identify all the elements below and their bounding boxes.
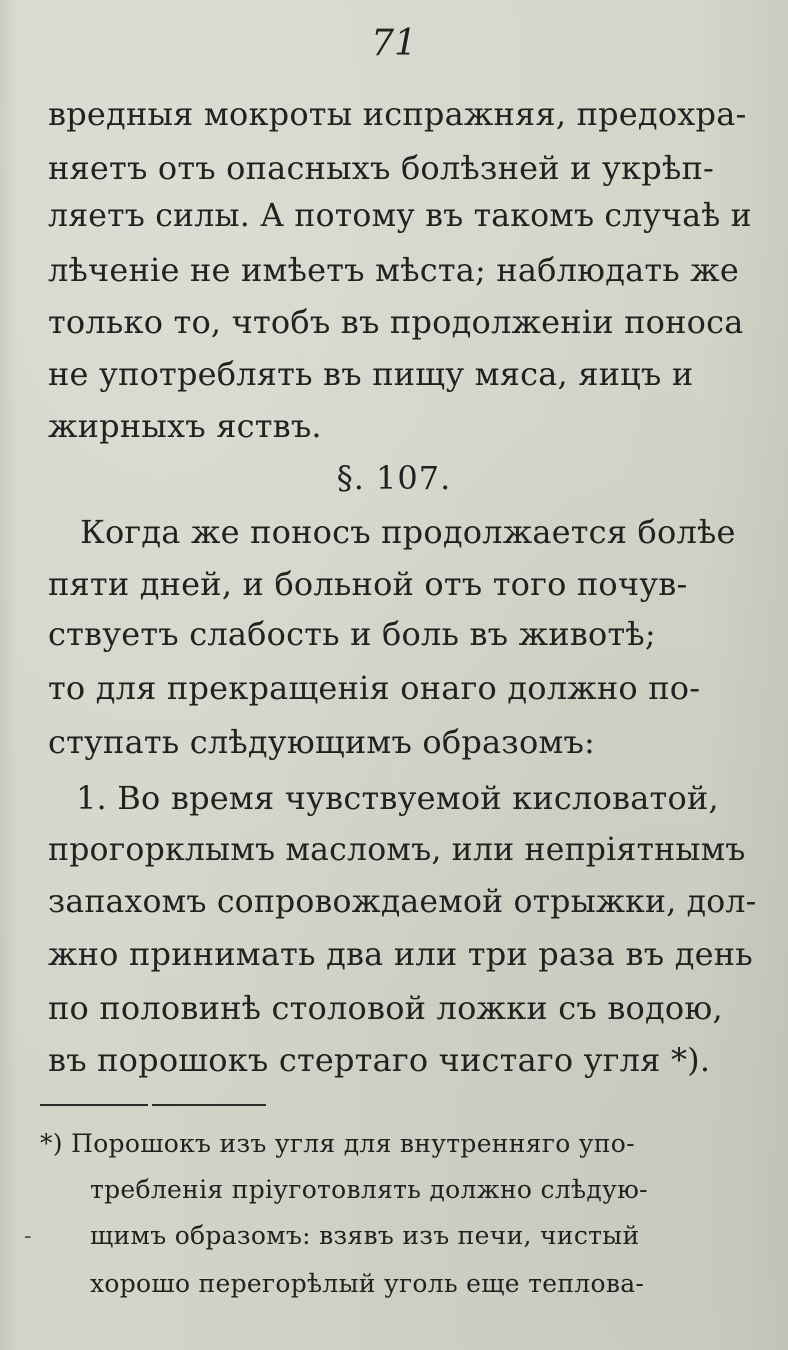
text-line: не употреблять въ пищу мяса, яицъ и: [48, 355, 694, 393]
text-line: ступать слѣдующимъ образомъ:: [48, 723, 596, 761]
text-line: прогорклымъ масломъ, или непріятнымъ: [48, 832, 746, 868]
text-line: по половинѣ столовой ложки съ водою,: [48, 989, 723, 1027]
page-number: 71: [371, 23, 417, 64]
footnote-rule: [40, 1104, 148, 1106]
text-line: Когда же поносъ продолжается болѣе: [80, 513, 736, 551]
text-line: вредныя мокроты испражняя, предохра-: [48, 95, 747, 133]
text-line: жирныхъ яствъ.: [48, 407, 322, 445]
section-heading: §. 107.: [336, 459, 452, 497]
text-line: жно принимать два или три раза въ день: [48, 935, 753, 973]
margin-mark: -: [24, 1224, 32, 1249]
text-line: ляетъ силы. А потому въ такомъ случаѣ и: [48, 198, 752, 234]
footnote-line: хорошо перегорѣлый уголь еще тепловa-: [90, 1269, 645, 1298]
footnote-line: щимъ образомъ: взявъ изъ печи, чистый: [90, 1221, 640, 1250]
footnote-rule: [152, 1104, 266, 1106]
text-line: пяти дней, и больной отъ того почув-: [48, 565, 688, 603]
text-line: только то, чтобъ въ продолженіи поноса: [48, 303, 744, 341]
text-line: запахомъ сопровождаемой отрыжки, дол-: [48, 884, 757, 920]
text-line: въ порошокъ стертаго чистаго угля *).: [48, 1041, 711, 1079]
text-line: лѣченіе не имѣетъ мѣста; наблюдать же: [48, 251, 740, 289]
text-line: ствуетъ слабость и боль въ животѣ;: [48, 615, 656, 653]
footnote-line: *) Порошокъ изъ угля для внутренняго упо-: [40, 1129, 635, 1158]
footnote-line: требленія пріуготовлять должно слѣдую-: [90, 1175, 648, 1204]
text-line: то для прекращенія онаго должно по-: [48, 669, 701, 707]
text-line: няетъ отъ опасныхъ болѣзней и укрѣп-: [48, 149, 714, 187]
text-line: 1. Во время чувствуемой кисловатой,: [76, 779, 719, 817]
